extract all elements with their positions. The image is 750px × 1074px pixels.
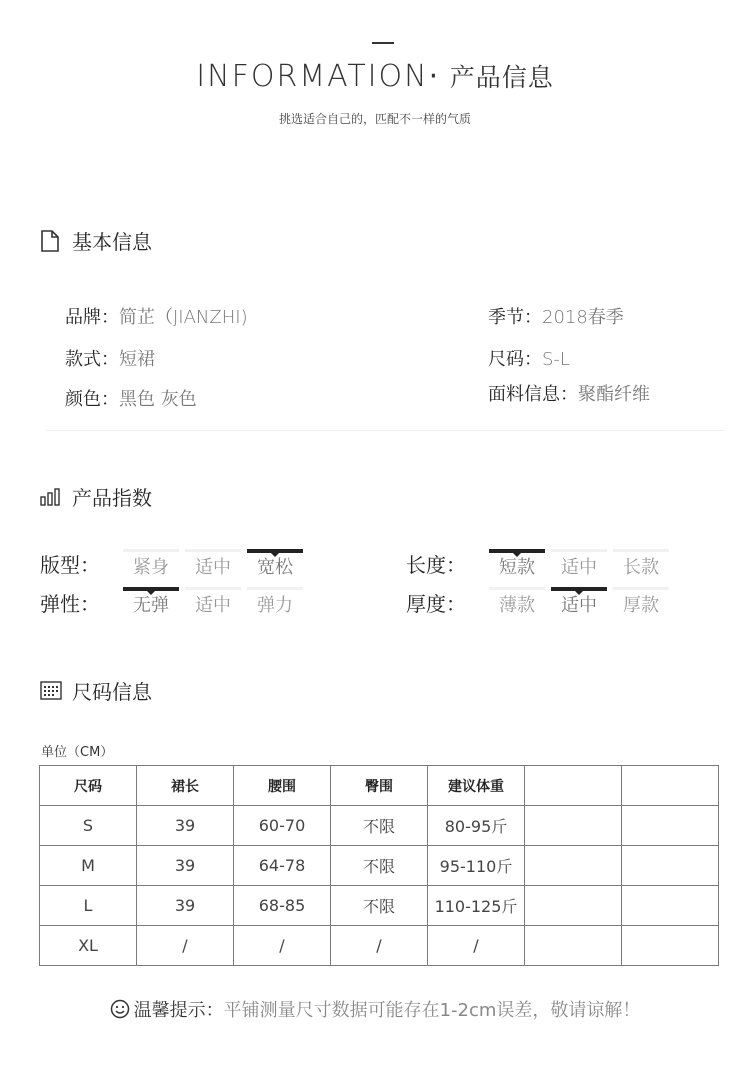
table-cell: /: [428, 926, 525, 966]
scale-indicator-selected: [489, 549, 545, 553]
table-cell: 不限: [331, 886, 428, 926]
scale-option-label: 无弹: [133, 595, 169, 616]
info-label: 季节：: [488, 307, 542, 328]
table-cell: M: [40, 846, 137, 886]
document-icon: [40, 230, 62, 252]
section-size-title: 尺码信息: [72, 680, 152, 704]
title-cn: 产品信息: [449, 63, 554, 92]
table-header-cell: 建议体重: [428, 766, 525, 806]
scale-track: [185, 587, 241, 590]
table-cell: 110-125斤: [428, 886, 525, 926]
table-cell: 64-78: [234, 846, 331, 886]
info-brand: [65, 303, 248, 329]
scale-option: [486, 587, 548, 617]
scale-option-label: 宽松: [257, 557, 293, 578]
tip-text: 平铺测量尺寸数据可能存在1-2cm误差，敬请谅解！: [223, 1000, 641, 1021]
tip-line: [0, 996, 750, 1024]
info-color: [65, 385, 197, 411]
calendar-grid-icon: [40, 680, 62, 702]
table-cell: [622, 846, 719, 886]
section-index-heading: [40, 482, 152, 511]
metric-label-thickness: 厚度：: [406, 592, 466, 616]
scale-indicator-selected: [551, 587, 607, 591]
table-cell: 60-70: [234, 806, 331, 846]
info-value: 简芷（JIANZHI): [119, 307, 248, 328]
scale-option-label: 厚款: [623, 595, 659, 616]
header-dash: [372, 42, 394, 44]
scale-length: [486, 549, 672, 579]
scale-option-label: 长款: [623, 557, 659, 578]
section-divider: [45, 430, 725, 431]
scale-option-label: 薄款: [499, 595, 535, 616]
table-cell: [622, 926, 719, 966]
scale-track: [185, 549, 241, 552]
title-en: INFORMATION: [196, 59, 429, 94]
table-cell: [525, 926, 622, 966]
size-unit: 单位（CM）: [41, 745, 114, 760]
scale-option: [548, 549, 610, 579]
title-sep: ·: [428, 59, 440, 94]
info-label: 尺码：: [488, 349, 542, 370]
table-cell: 68-85: [234, 886, 331, 926]
info-value: S-L: [542, 349, 570, 370]
table-header-cell: 臀围: [331, 766, 428, 806]
scale-option: [120, 549, 182, 579]
scale-option-label: 适中: [195, 595, 231, 616]
scale-option: [244, 549, 306, 579]
page-subtitle: 挑选适合自己的，匹配不一样的气质: [278, 112, 471, 126]
scale-thickness: [486, 587, 672, 617]
table-row: [40, 806, 719, 846]
scale-option: [182, 549, 244, 579]
table-cell: 95-110斤: [428, 846, 525, 886]
table-cell: /: [137, 926, 234, 966]
scale-track: [551, 549, 607, 552]
info-value: 2018春季: [542, 307, 624, 328]
table-cell: [525, 886, 622, 926]
info-label: 款式：: [65, 349, 119, 370]
table-header-cell: [622, 766, 719, 806]
scale-option-label: 适中: [195, 557, 231, 578]
info-value: 聚酯纤维: [578, 384, 650, 405]
table-cell: 39: [137, 846, 234, 886]
table-cell: 39: [137, 886, 234, 926]
section-size-heading: [40, 676, 152, 705]
table-cell: /: [331, 926, 428, 966]
scale-indicator-selected: [123, 587, 179, 591]
info-fabric: [488, 380, 650, 406]
table-cell: XL: [40, 926, 137, 966]
table-cell: [622, 886, 719, 926]
scale-option-label: 适中: [561, 595, 597, 616]
scale-track: [123, 549, 179, 552]
scale-option: [120, 587, 182, 617]
table-header-row: [40, 766, 719, 806]
scale-track: [247, 587, 303, 590]
info-value: 黑色 灰色: [119, 389, 197, 410]
metric-label-fit: 版型：: [40, 553, 100, 577]
section-basic-title: 基本信息: [72, 230, 152, 254]
table-header-cell: 裙长: [137, 766, 234, 806]
scale-option: [182, 587, 244, 617]
table-row: [40, 926, 719, 966]
metric-label-elasticity: 弹性：: [40, 592, 100, 616]
table-header-cell: [525, 766, 622, 806]
table-cell: L: [40, 886, 137, 926]
table-cell: S: [40, 806, 137, 846]
table-header-cell: 尺码: [40, 766, 137, 806]
scale-option-label: 适中: [561, 557, 597, 578]
table-cell: 80-95斤: [428, 806, 525, 846]
smiley-icon: [110, 999, 130, 1024]
metric-label-length: 长度：: [406, 553, 466, 577]
scale-track: [489, 587, 545, 590]
scale-option: [548, 587, 610, 617]
bar-chart-icon: [40, 486, 62, 508]
size-table: [39, 765, 719, 966]
info-size: [488, 345, 570, 371]
table-row: [40, 886, 719, 926]
info-label: 品牌：: [65, 307, 119, 328]
info-style: [65, 345, 155, 371]
table-row: [40, 846, 719, 886]
scale-option: [486, 549, 548, 579]
scale-indicator-selected: [247, 549, 303, 553]
info-label: 面料信息：: [488, 384, 578, 405]
scale-option-label: 短款: [499, 557, 535, 578]
scale-option-label: 弹力: [257, 595, 293, 616]
info-value: 短裙: [119, 349, 155, 370]
table-cell: 不限: [331, 846, 428, 886]
tip-label: 温馨提示：: [133, 1000, 224, 1021]
page-title: [0, 58, 750, 94]
scale-fit: [120, 549, 306, 579]
info-season: [488, 303, 624, 329]
table-cell: [525, 806, 622, 846]
table-cell: 不限: [331, 806, 428, 846]
scale-option: [610, 549, 672, 579]
table-header-cell: 腰围: [234, 766, 331, 806]
scale-option: [244, 587, 306, 617]
table-cell: 39: [137, 806, 234, 846]
section-index-title: 产品指数: [72, 486, 152, 510]
section-basic-heading: [40, 226, 152, 255]
scale-option-label: 紧身: [133, 557, 169, 578]
table-cell: [622, 806, 719, 846]
scale-track: [613, 587, 669, 590]
scale-option: [610, 587, 672, 617]
scale-elasticity: [120, 587, 306, 617]
table-cell: [525, 846, 622, 886]
scale-track: [613, 549, 669, 552]
table-cell: /: [234, 926, 331, 966]
info-label: 颜色：: [65, 389, 119, 410]
